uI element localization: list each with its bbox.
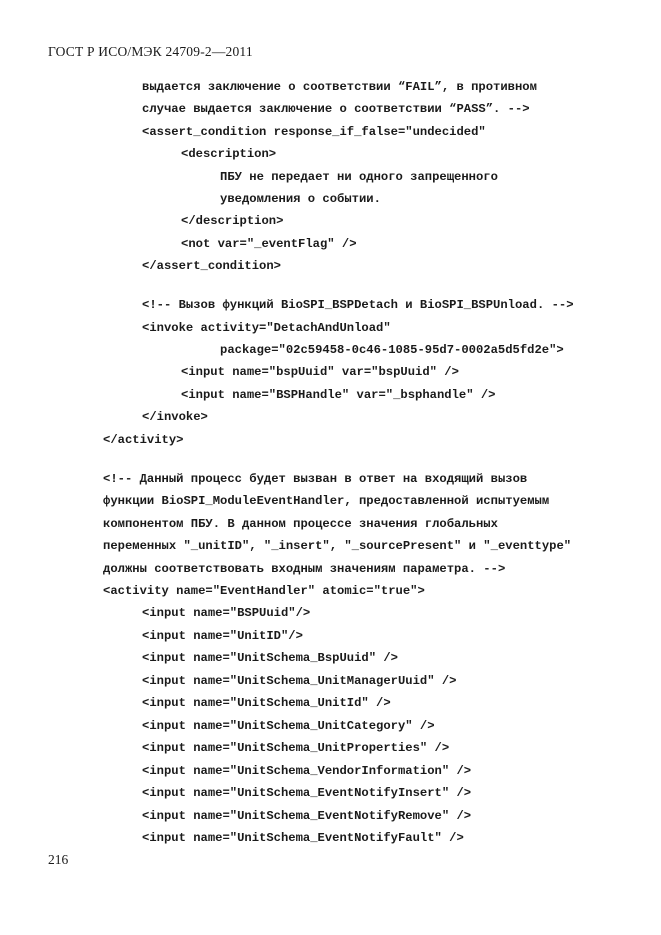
- code-line: <assert_condition response_if_false="undecided": [142, 125, 486, 139]
- code-line: <input name="BSPUuid"/>: [142, 606, 311, 620]
- code-line: выдается заключение о соответствии “FAIL”, в противном: [142, 80, 537, 94]
- code-line: функции BioSPI_ModuleEventHandler, предоставленной испытуемым: [103, 494, 550, 508]
- code-line: <input name="UnitSchema_EventNotifyFault" />: [142, 831, 464, 845]
- code-line: <activity name="EventHandler" atomic="true">: [103, 584, 425, 598]
- code-line: <input name="UnitSchema_EventNotifyInsert" />: [142, 786, 472, 800]
- document-header: ГОСТ Р ИСО/МЭК 24709-2—2011: [48, 44, 253, 59]
- code-line: <description>: [181, 147, 277, 161]
- page-number: 216: [48, 852, 69, 867]
- code-line: <input name="bspUuid" var="bspUuid" />: [181, 365, 459, 379]
- code-line: ПБУ не передает ни одного запрещенного: [220, 170, 498, 184]
- code-line: <input name="UnitSchema_UnitProperties" />: [142, 741, 450, 755]
- code-line: переменных "_unitID", "_insert", "_sourcePresent" и "_eventtype": [103, 539, 572, 553]
- code-line: </invoke>: [142, 410, 208, 424]
- code-line: случае выдается заключение о соответствии “PASS”. -->: [142, 102, 530, 116]
- code-line: </activity>: [103, 433, 184, 447]
- code-line: <not var="_eventFlag" />: [181, 237, 357, 251]
- code-line: <invoke activity="DetachAndUnload": [142, 321, 391, 335]
- code-line: <!-- Данный процесс будет вызван в ответ на входящий вызов: [103, 472, 528, 486]
- code-line: package="02c59458-0c46-1085-95d7-0002a5d5fd2e">: [220, 343, 564, 357]
- code-line: <input name="UnitSchema_UnitId" />: [142, 696, 391, 710]
- code-line: компонентом ПБУ. В данном процессе значения глобальных: [103, 517, 498, 531]
- code-line: </assert_condition>: [142, 259, 281, 273]
- code-line: </description>: [181, 214, 284, 228]
- code-line: <input name="UnitSchema_BspUuid" />: [142, 651, 398, 665]
- code-line: <input name="BSPHandle" var="_bsphandle" />: [181, 388, 496, 402]
- code-line: <!-- Вызов функций BioSPI_BSPDetach и BioSPI_BSPUnload. -->: [142, 298, 574, 312]
- code-line: <input name="UnitSchema_EventNotifyRemove" />: [142, 809, 472, 823]
- code-line: <input name="UnitID"/>: [142, 629, 303, 643]
- code-line: <input name="UnitSchema_UnitCategory" />: [142, 719, 435, 733]
- code-line: <input name="UnitSchema_UnitManagerUuid" />: [142, 674, 457, 688]
- code-line: должны соответствовать входным значениям параметра. -->: [103, 562, 506, 576]
- code-line: уведомления о событии.: [220, 192, 381, 206]
- code-line: <input name="UnitSchema_VendorInformation" />: [142, 764, 472, 778]
